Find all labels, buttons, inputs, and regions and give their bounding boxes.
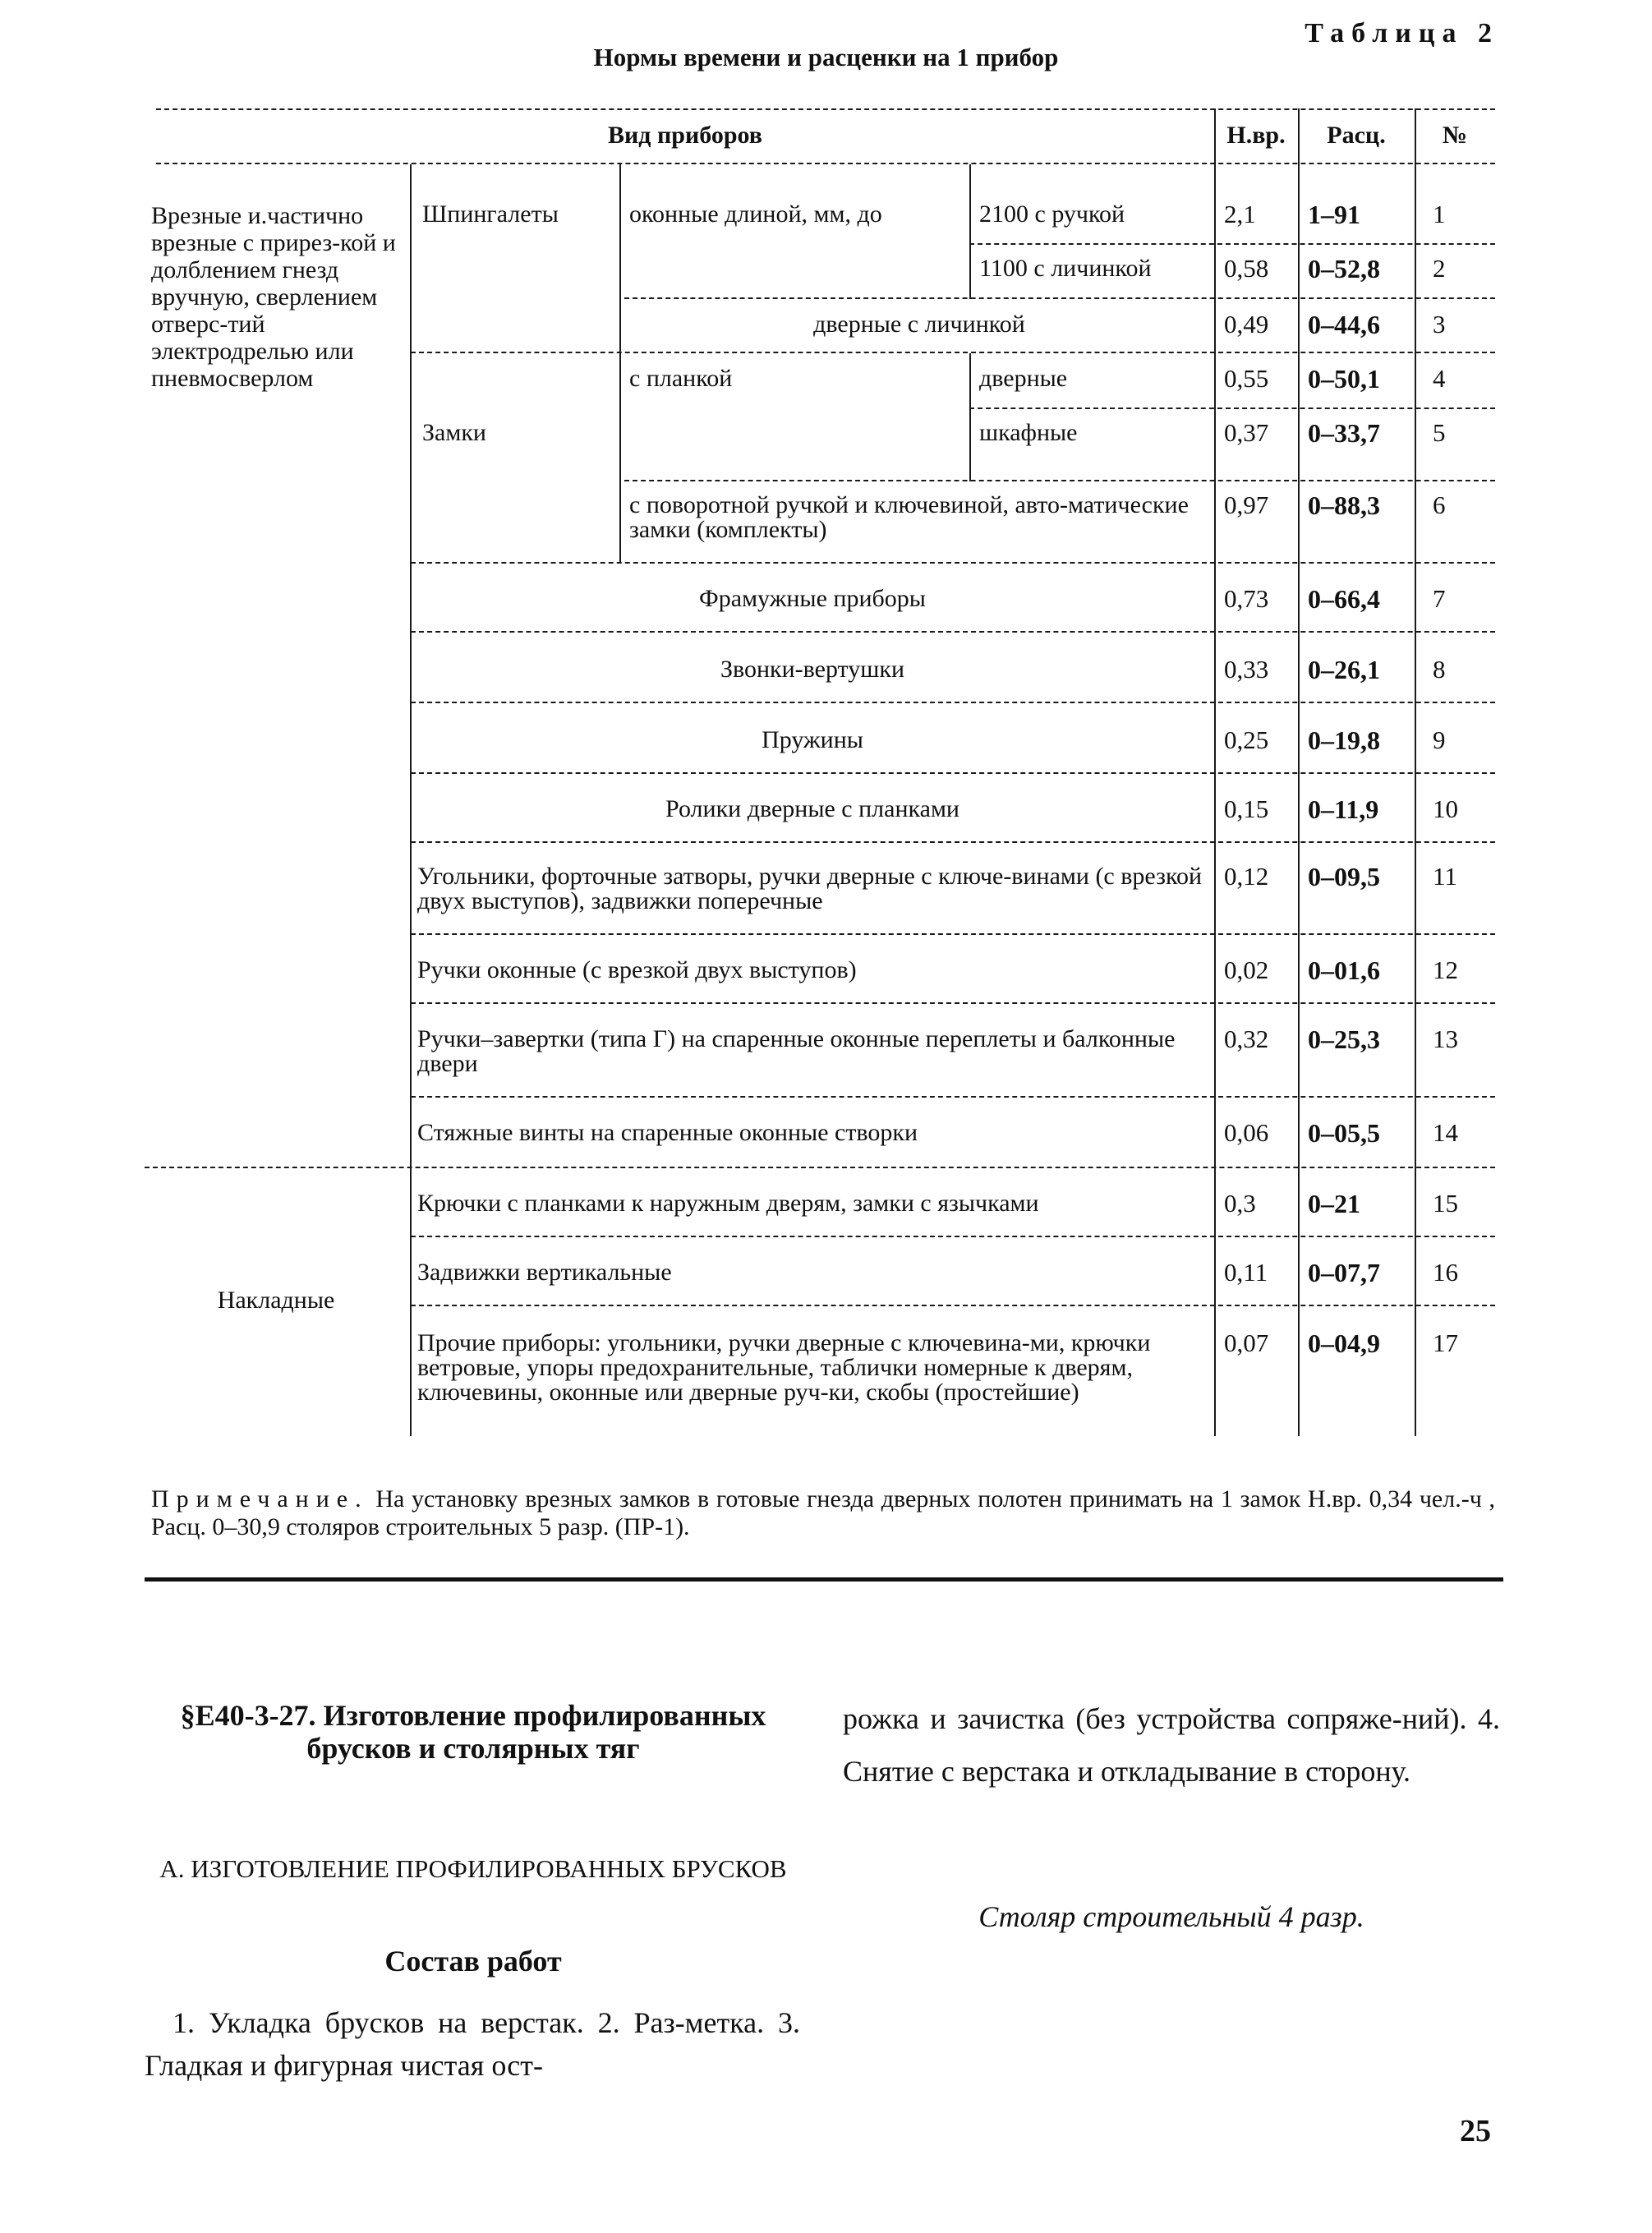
price-value: 0–88,3: [1308, 490, 1380, 520]
price-value: 0–50,1: [1308, 364, 1380, 394]
col-rule-subgroup: [619, 164, 621, 564]
price-value: 0–07,7: [1308, 1258, 1380, 1287]
col-header-num: №: [1442, 122, 1468, 149]
norm-value: 0,55: [1224, 364, 1269, 393]
row-number: 4: [1433, 364, 1446, 393]
price-value: 0–26,1: [1308, 655, 1380, 684]
norm-value: 0,97: [1224, 490, 1269, 519]
worker-qualification: Столяр строительный 4 разр.: [978, 1900, 1364, 1933]
row-number: 6: [1433, 490, 1446, 519]
row-rule: [411, 1096, 1495, 1098]
row-label-8: Звонки-вертушки: [720, 656, 905, 683]
norm-value: 0,33: [1224, 655, 1269, 684]
row-label-9: Пружины: [762, 726, 863, 753]
norm-value: 0,49: [1224, 310, 1269, 338]
table-label: Таблица 2: [1305, 18, 1499, 48]
row-number: 3: [1433, 310, 1446, 338]
row-number: 15: [1433, 1189, 1458, 1218]
norm-value: 0,11: [1224, 1258, 1268, 1287]
row-rule: [411, 631, 1495, 633]
price-value: 0–11,9: [1308, 794, 1379, 824]
price-value: 1–91: [1308, 200, 1360, 229]
row-rule: [411, 702, 1495, 703]
price-value: 0–66,4: [1308, 584, 1380, 614]
group-overlay: Накладные: [217, 1287, 335, 1314]
group-mortise: Врезные и.частично врезные с прирез-кой и долблением гнезд вручную, сверлением отверс-тий электродрелью или пневмосверлом: [151, 202, 396, 392]
row-label-12: Ручки оконные (с врезкой двух выступов): [417, 956, 857, 983]
price-value: 0–25,3: [1308, 1024, 1380, 1054]
norm-value: 0,58: [1224, 254, 1269, 283]
row-number: 7: [1433, 584, 1446, 613]
norm-value: 0,25: [1224, 725, 1269, 754]
col-rule-size: [969, 164, 971, 299]
row-label-3: дверные с личинкой: [813, 311, 1025, 338]
norm-value: 0,37: [1224, 418, 1269, 447]
row-number: 2: [1433, 254, 1446, 283]
row-number: 16: [1433, 1258, 1458, 1287]
row-number: 14: [1433, 1118, 1458, 1147]
row-label-6: с поворотной ручкой и ключевиной, авто-матические замки (комплекты): [629, 491, 1189, 543]
row-number: 8: [1433, 655, 1446, 684]
norm-value: 0,73: [1224, 584, 1269, 613]
row-number: 9: [1433, 725, 1446, 754]
row-label-17: Прочие приборы: угольники, ручки дверные с ключевина-ми, крючки ветровые, упоры предохранительные, таблички номерные к дверям, ключевины, оконные или дверные руч-ки, скобы (простейшие): [417, 1329, 1151, 1406]
row-label-16: Задвижки вертикальные: [417, 1259, 672, 1286]
price-value: 0–33,7: [1308, 418, 1380, 448]
note-text: На установку врезных замков в готовые гнезда дверных полотен принимать на 1 замок Н.вр. 0,34 чел.-ч , Расц. 0–30,9 столяров строительных 5 разр. (ПР-1).: [151, 1485, 1496, 1540]
col-header-price: Расц.: [1327, 122, 1386, 149]
row-label-14: Стяжные винты на спаренные оконные створки: [417, 1119, 918, 1146]
price-value: 0–52,8: [1308, 254, 1380, 283]
subgroup-with-plate: с планкой: [629, 365, 733, 392]
norm-value: 0,32: [1224, 1024, 1269, 1053]
row-label-11: Угольники, форточные затворы, ручки дверные с ключе-винами (с врезкой двух выступов), задвижки поперечные: [417, 863, 1203, 914]
row-label-1: 2100 с ручкой: [979, 200, 1125, 228]
price-value: 0–04,9: [1308, 1328, 1380, 1358]
row-rule: [624, 297, 1495, 299]
table-top-rule: [156, 108, 1495, 110]
works-text-right: рожка и зачистка (без устройства сопряже-ний). 4. Снятие с верстака и откладывание в сторону.: [843, 1702, 1500, 1788]
row-rule: [411, 841, 1495, 843]
row-label-7: Фрамужные приборы: [699, 585, 926, 612]
subgroup-window-length: оконные длиной, мм, до: [629, 200, 882, 228]
price-value: 0–09,5: [1308, 862, 1380, 891]
col-rule-norm: [1214, 108, 1216, 1436]
row-number: 1: [1433, 200, 1446, 228]
row-label-15: Крючки с планками к наружным дверям, замки с язычками: [417, 1190, 1039, 1217]
row-rule: [411, 772, 1495, 774]
group-divider-rule: [145, 1167, 1495, 1168]
subgroup-espagnolettes: Шпингалеты: [422, 200, 559, 228]
price-value: 0–01,6: [1308, 955, 1380, 985]
row-rule: [411, 933, 1495, 935]
row-rule: [624, 480, 1495, 481]
works-heading: Состав работ: [384, 1945, 562, 1977]
col-rule-price: [1298, 108, 1300, 1436]
section-separator: [145, 1577, 1503, 1582]
note-lead: Примечание.: [151, 1485, 369, 1512]
row-rule: [969, 407, 1495, 409]
row-number: 11: [1433, 862, 1457, 891]
row-number: 5: [1433, 418, 1446, 447]
price-value: 0–44,6: [1308, 310, 1380, 339]
row-number: 12: [1433, 955, 1458, 984]
norm-value: 0,15: [1224, 794, 1269, 823]
norm-value: 0,06: [1224, 1118, 1269, 1147]
table-title: Нормы времени и расценки на 1 прибор: [593, 43, 1059, 71]
col-header-norm: Н.вр.: [1226, 122, 1286, 149]
norm-value: 0,12: [1224, 862, 1269, 891]
col-rule-size: [969, 353, 971, 481]
norm-value: 0,07: [1224, 1328, 1269, 1357]
norm-value: 2,1: [1224, 200, 1256, 228]
row-rule: [411, 1305, 1495, 1306]
col-rule-num: [1415, 108, 1416, 1436]
row-number: 17: [1433, 1328, 1458, 1357]
row-rule: [969, 243, 1495, 245]
row-label-10: Ролики дверные с планками: [665, 795, 959, 822]
section-title: §Е40-3-27. Изготовление профилированных брусков и столярных тяг: [180, 1699, 766, 1765]
table-note: [151, 1485, 1495, 1541]
row-label-5: шкафные: [979, 419, 1078, 446]
row-number: 13: [1433, 1024, 1458, 1053]
price-value: 0–21: [1308, 1189, 1360, 1218]
page-number: 25: [1460, 2114, 1491, 2148]
norm-value: 0,3: [1224, 1189, 1256, 1218]
row-label-4: дверные: [979, 365, 1068, 392]
row-rule: [411, 1236, 1495, 1237]
row-rule: [411, 1002, 1495, 1004]
norm-value: 0,02: [1224, 955, 1269, 984]
price-value: 0–05,5: [1308, 1118, 1380, 1148]
section-subtitle: А. ИЗГОТОВЛЕНИЕ ПРОФИЛИРОВАННЫХ БРУСКОВ: [159, 1854, 787, 1883]
header-bottom-rule: [156, 163, 1495, 164]
price-value: 0–19,8: [1308, 725, 1380, 755]
subgroup-locks: Замки: [422, 419, 486, 446]
works-text-left: 1. Укладка брусков на верстак. 2. Раз-метка. 3. Гладкая и фигурная чистая ост-: [145, 2006, 800, 2082]
col-header-kind: Вид приборов: [608, 122, 762, 149]
row-rule: [411, 352, 1495, 353]
row-number: 10: [1433, 794, 1458, 823]
row-label-2: 1100 с личинкой: [979, 255, 1152, 282]
row-rule: [411, 562, 1495, 564]
row-label-13: Ручки–завертки (типа Г) на спаренные оконные переплеты и балконные двери: [417, 1025, 1176, 1077]
